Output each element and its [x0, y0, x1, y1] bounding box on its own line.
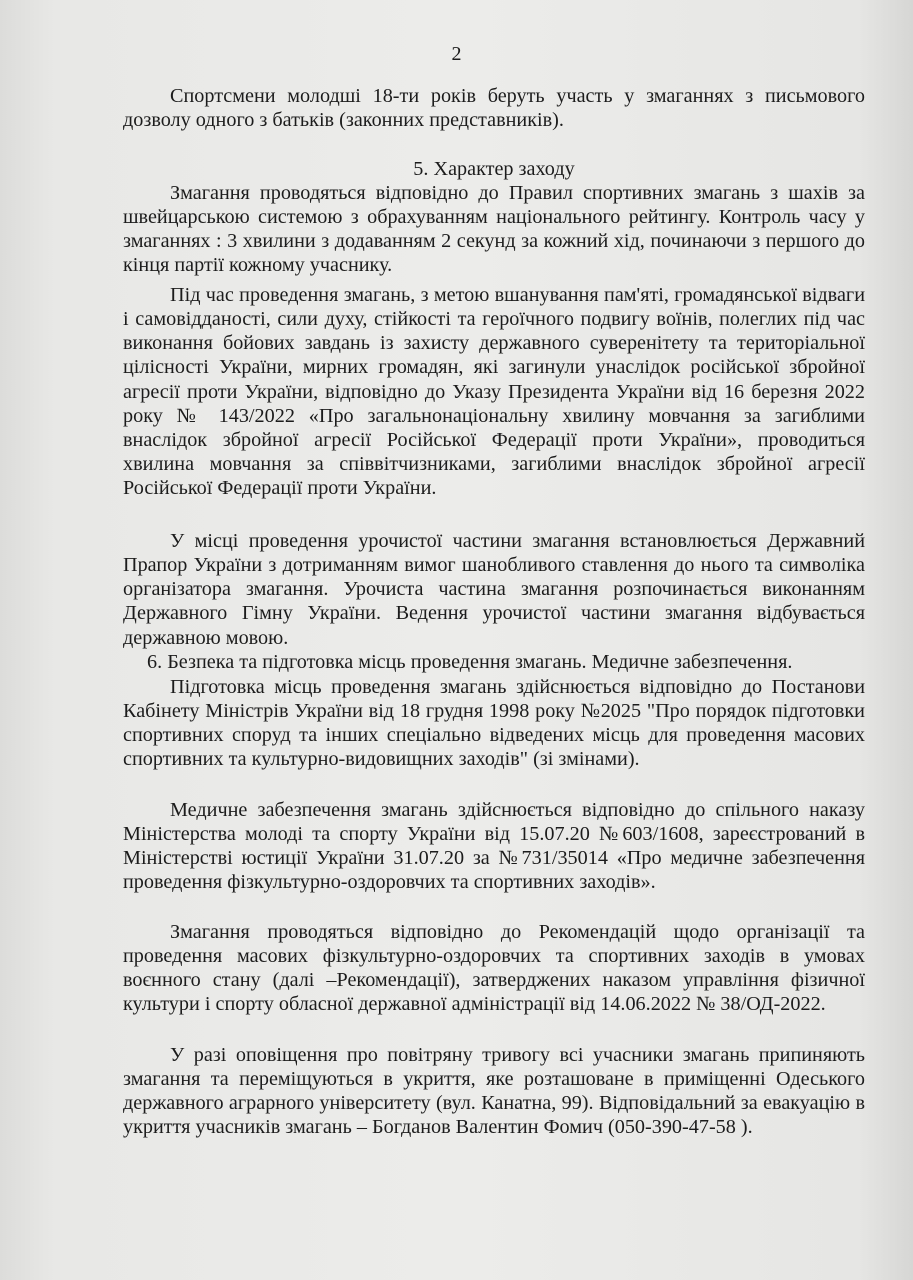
- section-6-paragraph-1: Підготовка місць проведення змагань здійснюється відповідно до Постанови Кабінету Міністрів України від 18 грудня 1998 року №2025 "Про порядок підготовки спортивних споруд та інших спеціально відведених місць для проведення масових спортивних та культурно-видовищних заходів" (зі змінами).: [123, 676, 865, 771]
- page-number: 2: [451, 43, 462, 65]
- section-5-paragraph-2: Під час проведення змагань, з метою вшанування пам'яті, громадянської відваги і самовідданості, сили духу, стійкості та героїчного подвигу воїнів, полеглих під час виконання бойових завдань із захисту державного суверенітету та територіальної цілісності України, мирних громадян, які загинули унаслідок російської збройної агресії проти України, відповідно до Указу Президента України від 16 березня 2022 року № 143/2022 «Про загальнонаціональну хвилину мовчання за загиблими внаслідок збройної агресії Російської Федерації проти України», проводиться хвилина мовчання за співвітчизниками, загиблими внаслідок збройної агресії Російської Федерації проти України.: [123, 284, 865, 500]
- section-6-paragraph-3: Змагання проводяться відповідно до Рекомендацій щодо організації та проведення масових фізкультурно-оздоровчих та спортивних заходів в умовах воєнного стану (далі –Рекомендації), затверджених наказом управління фізичної культури і спорту обласної державної адміністрації від 14.06.2022 № 38/ОД-2022.: [123, 921, 865, 1016]
- section-6-paragraph-4: У разі оповіщення про повітряну тривогу всі учасники змагань припиняють змагання та переміщуються в укриття, яке розташоване в приміщенні Одеського державного аграрного університету (вул. Канатна, 99). Відповідальний за евакуацію в укриття учасників змагань – Богданов Валентин Фомич (050-390-47-58 ).: [123, 1044, 865, 1139]
- section-6-heading: 6. Безпека та підготовка місць проведення змагань. Медичне забезпечення.: [147, 651, 793, 673]
- section-5-paragraph-1: Змагання проводяться відповідно до Правил спортивних змагань з шахів за швейцарською системою з обрахуванням національного рейтингу. Контроль часу у змаганнях : 3 хвилини з додаванням 2 секунд за кожний хід, починаючи з першого до кінця партії кожному учаснику.: [123, 182, 865, 277]
- section-6-paragraph-2: Медичне забезпечення змагань здійснюється відповідно до спільного наказу Міністерства молоді та спорту України від 15.07.20 №603/1608, зареєстрований в Міністерстві юстиції України 31.07.20 за №731/35014 «Про медичне забезпечення проведення фізкультурно-оздоровчих та спортивних заходів».: [123, 799, 865, 894]
- section-5-paragraph-3: У місці проведення урочистої частини змагання встановлюється Державний Прапор України з дотриманням вимог шанобливого ставлення до нього та символіка організатора змагання. Урочиста частина змагання розпочинається виконанням Державного Гімну України. Ведення урочистої частини змагання відбувається державною мовою.: [123, 530, 865, 649]
- section-5-heading: 5. Характер заходу: [413, 158, 575, 180]
- intro-paragraph: Спортсмени молодші 18-ти років беруть участь у змаганнях з письмового дозволу одного з батьків (законних представників).: [123, 85, 865, 132]
